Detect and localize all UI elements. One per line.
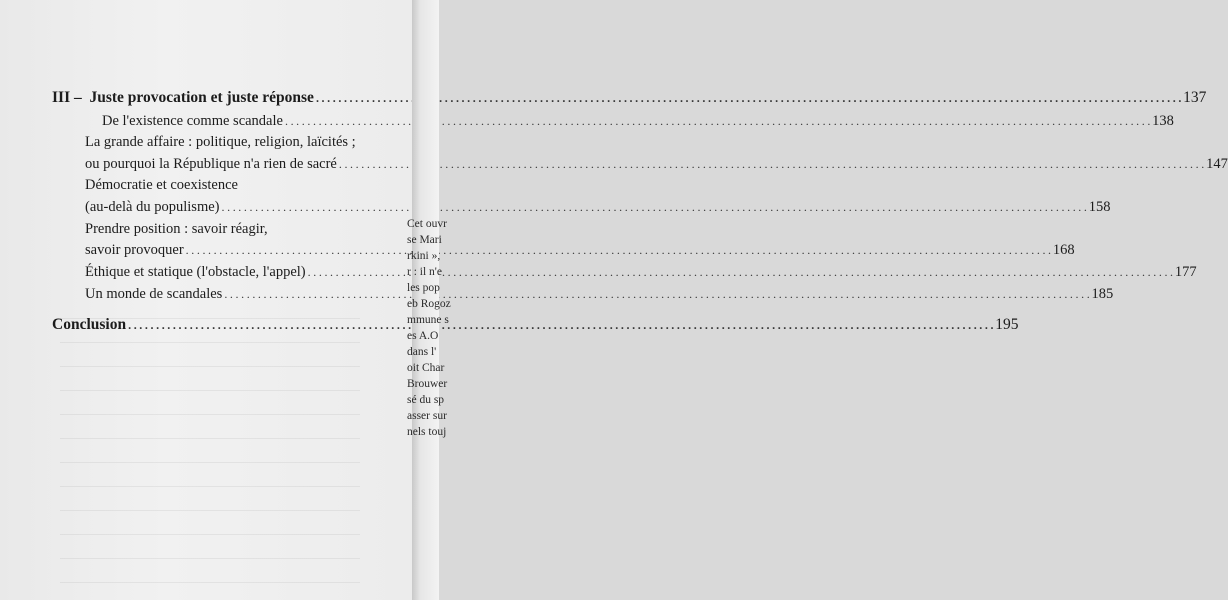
entry-page-number: 158 <box>1088 199 1111 215</box>
facing-text-fragment: les pop <box>407 282 440 294</box>
entry-title-line: Démocratie et coexistence <box>85 177 238 193</box>
facing-text-fragment: oit Char <box>407 362 445 374</box>
conclusion-page-number: 195 <box>995 316 1019 333</box>
entry-title: Éthique et statique (l'obstacle, l'appel) <box>85 264 306 280</box>
entry-page-number: 168 <box>1052 242 1075 258</box>
entry-title: (au-delà du populisme) <box>85 199 220 215</box>
facing-text-fragment: Brouwer <box>407 378 448 390</box>
part-page-number: 137 <box>1183 89 1207 106</box>
facing-text-fragment: sé du sp <box>407 394 445 406</box>
entry-title: Un monde de scandales <box>85 286 223 302</box>
conclusion-title: Conclusion <box>52 316 127 333</box>
facing-text-fragment: mmune s <box>407 314 449 326</box>
entry-page-number: 177 <box>1174 264 1197 280</box>
leader-dots <box>222 201 1087 213</box>
toc-part-heading <box>52 89 1207 107</box>
facing-text-fragment: asser sur <box>407 410 447 422</box>
entry-title: De l'existence comme scandale <box>102 113 283 129</box>
toc-entry <box>102 113 1174 130</box>
entry-title: savoir provoquer <box>85 242 184 258</box>
toc-entry <box>85 156 1228 173</box>
entry-title: ou pourquoi la République n'a rien de sacré <box>85 156 337 172</box>
entry-title-line: La grande affaire : politique, religion, laïcités ; <box>85 134 356 150</box>
entry-page-number: 185 <box>1091 286 1114 302</box>
facing-text-fragment: se Mari <box>407 234 442 246</box>
toc-entry <box>85 199 1111 216</box>
entry-page-number: 147 <box>1206 156 1228 172</box>
entry-page-number: 138 <box>1152 113 1174 129</box>
part-number: III – Juste provocation et juste réponse <box>52 89 314 106</box>
leader-dots <box>339 158 1204 170</box>
facing-text-fragment: es A.O <box>407 330 439 342</box>
leader-dots <box>316 92 1181 104</box>
facing-text-fragment: rkini », <box>407 250 441 262</box>
entry-title-line: Prendre position : savoir réagir, <box>85 221 268 237</box>
facing-text-fragment: r : il n'e <box>407 266 442 278</box>
facing-page-edge <box>405 200 451 450</box>
leader-dots <box>128 319 993 331</box>
facing-text-fragment: nels touj <box>407 426 447 438</box>
facing-text-fragment: Cet ouvr <box>407 218 447 230</box>
part-title: Juste provocation et juste réponse <box>89 89 314 106</box>
leader-dots <box>224 288 1089 300</box>
leader-dots <box>186 244 1051 256</box>
facing-text-fragment: dans l' <box>407 346 437 358</box>
facing-text-fragment: eb Rogoz <box>407 298 451 310</box>
